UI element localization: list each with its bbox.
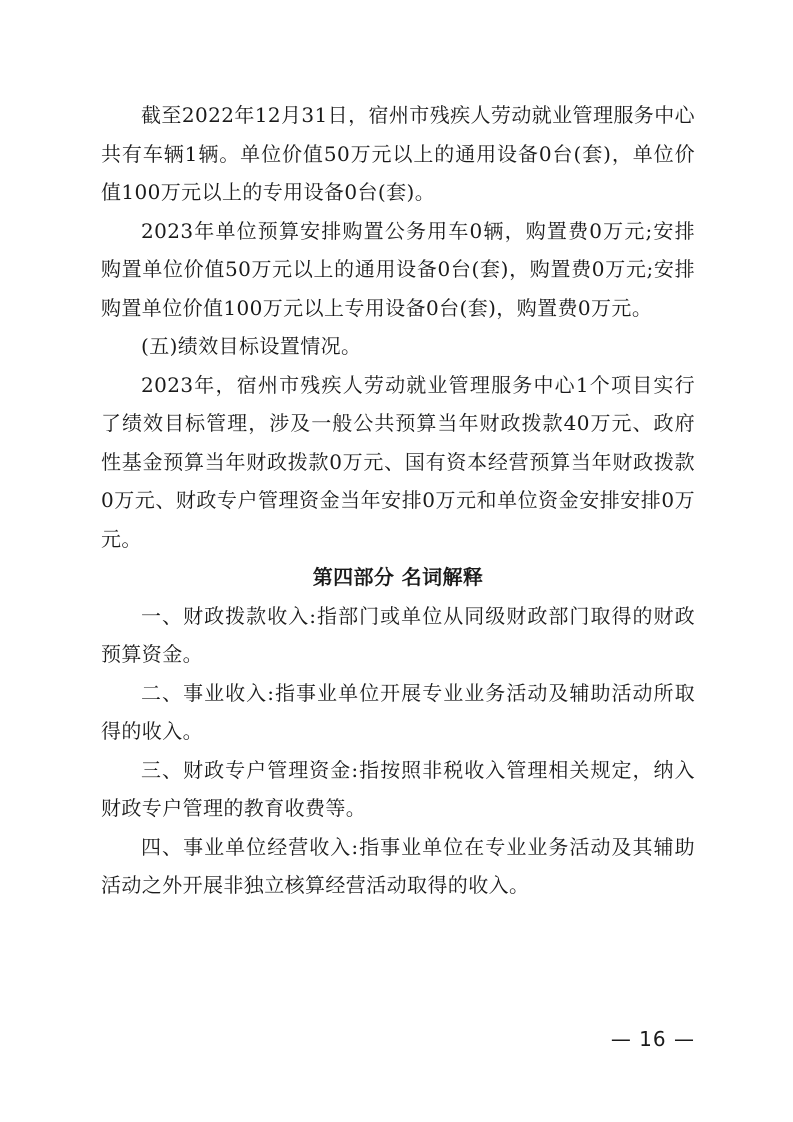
section-heading: 第四部分 名词解释: [312, 565, 484, 589]
page-number: — 16 —: [610, 1027, 695, 1051]
document-page: [101, 96, 695, 905]
definition-fiscal-appropriation: 一、财政拨款收入:指部门或单位从同级财政部门取得的财政预算资金。: [101, 603, 695, 666]
definition-operating-income: 四、事业单位经营收入:指事业单位在专业业务活动及其辅助活动之外开展非独立核算经营活动取得的收入。: [101, 834, 695, 897]
definition-business-income: 二、事业收入:指事业单位开展专业业务活动及辅助活动所取得的收入。: [101, 680, 695, 743]
definition-special-account-funds: 三、财政专户管理资金:指按照非税收入管理相关规定，纳入财政专户管理的教育收费等。: [101, 757, 695, 820]
paragraph-vehicles-assets: 截至2022年12月31日，宿州市残疾人劳动就业管理服务中心共有车辆1辆。单位价值50万元以上的通用设备0台(套)，单位价值100万元以上的专用设备0台(套)。: [101, 103, 695, 204]
paragraph-purchase-budget: 2023年单位预算安排购置公务用车0辆，购置费0万元;安排购置单位价值50万元以上的通用设备0台(套)，购置费0万元;安排购置单位价值100万元以上专用设备0台(套)，购置费0万元。: [101, 218, 695, 320]
paragraph-performance-detail: 2023年，宿州市残疾人劳动就业管理服务中心1个项目实行了绩效目标管理，涉及一般公共预算当年财政拨款40万元、政府性基金预算当年财政拨款0万元、国有资本经营预算当年财政拨款0万元、财政专户管理资金当年安排0万元和单位资金安排安排0万元。: [101, 372, 695, 551]
paragraph-performance-title: (五)绩效目标设置情况。: [141, 334, 362, 358]
